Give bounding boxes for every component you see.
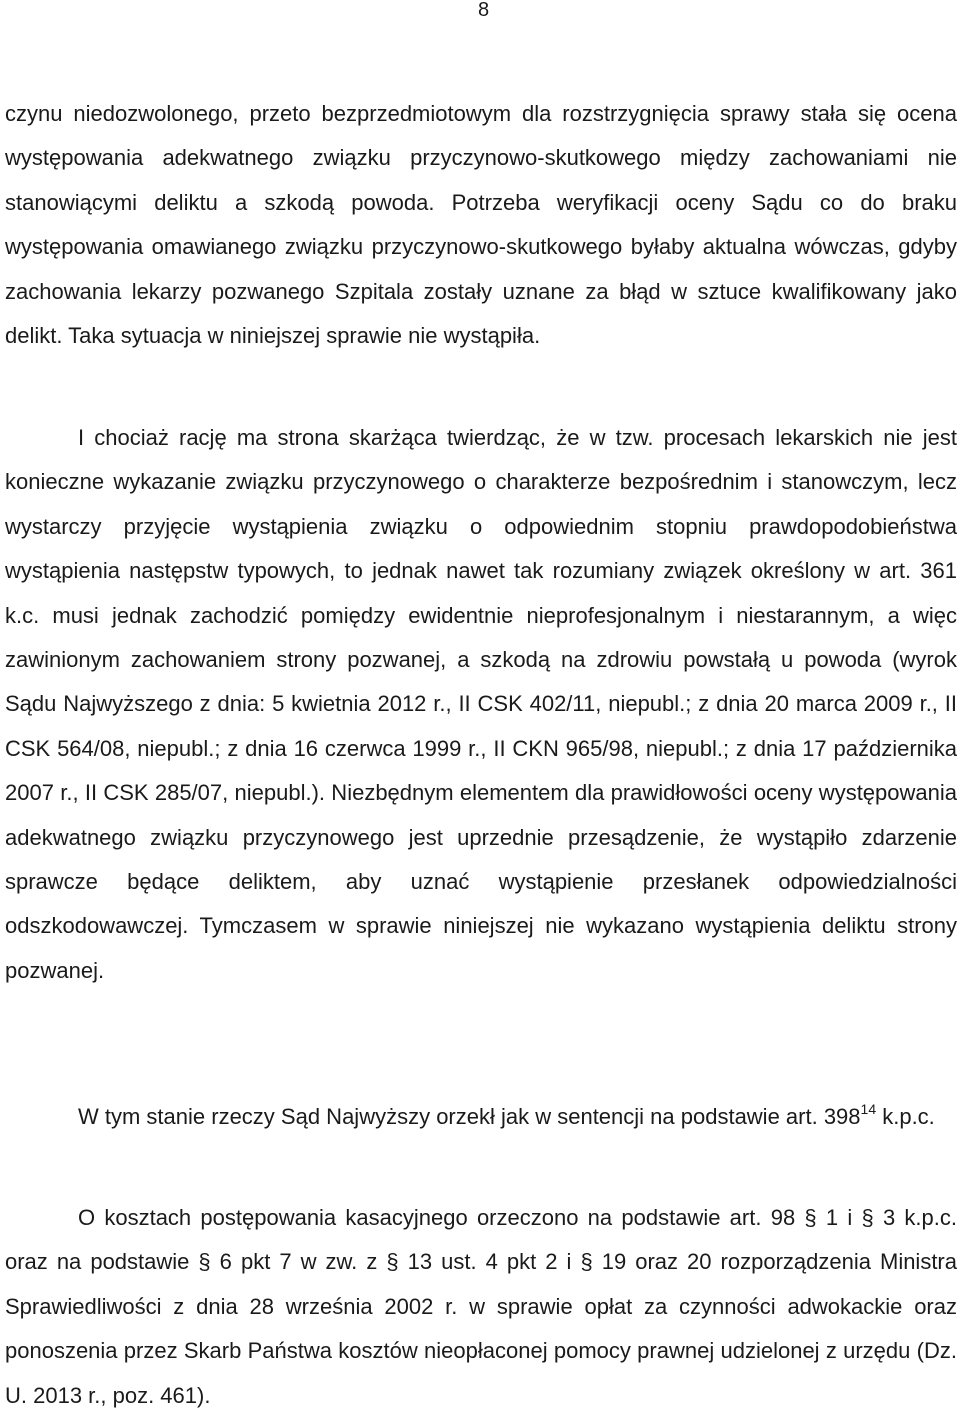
paragraph-1: czynu niedozwolonego, przeto bezprzedmiotowym dla rozstrzygnięcia sprawy stała się ocena występowania adekwatnego związku przyczynowo-skutkowego między zachowaniami nie stanowiącymi deliktu a szkodą powoda. Potrzeba weryfikacji oceny Sądu co do braku występowania omawianego związku przyczynowo-skutkowego byłaby aktualna wówczas, gdyby zachowania lekarzy pozwanego Szpitala zostały uznane za błąd w sztuce kwalifikowany jako delikt. Taka sytuacja w niniejszej sprawie nie wystąpiła. bbox=[5, 101, 957, 349]
paragraph-3-tail: k.p.c. bbox=[876, 1104, 935, 1129]
paragraph-3 bbox=[5, 1095, 957, 1139]
page-number: 8 bbox=[478, 0, 490, 21]
paragraph-2-container bbox=[5, 416, 957, 993]
paragraph-3-container bbox=[5, 1095, 957, 1139]
paragraph-1-container bbox=[5, 92, 957, 358]
paragraph-4: O kosztach postępowania kasacyjnego orzeczono na podstawie art. 98 § 1 i § 3 k.p.c. oraz na podstawie § 6 pkt 7 w zw. z § 13 ust. 4 pkt 2 i § 19 oraz 20 rozporządzenia Ministra Sprawiedliwości z dnia 28 września 2002 r. w sprawie opłat za czynności adwokackie oraz ponoszenia przez Skarb Państwa kosztów nieopłaconej pomocy prawnej udzielonej z urzędu (Dz. U. 2013 r., poz. 461). bbox=[5, 1205, 957, 1408]
paragraph-2: I chociaż rację ma strona skarżąca twierdząc, że w tzw. procesach lekarskich nie jest konieczne wykazanie związku przyczynowego o charakterze bezpośrednim i stanowczym, lecz wystarczy przyjęcie wystąpienia związku o odpowiednim stopniu prawdopodobieństwa wystąpienia następstw typowych, to jednak nawet tak rozumiany związek określony w art. 361 k.c. musi jednak zachodzić pomiędzy ewidentnie nieprofesjonalnym i niestarannym, a więc zawinionym zachowaniem strony pozwanej, a szkodą na zdrowiu powstałą u powoda (wyrok Sądu Najwyższego z dnia: 5 kwietnia 2012 r., II CSK 402/11, niepubl.; z dnia 20 marca 2009 r., II CSK 564/08, niepubl.; z dnia 16 czerwca 1999 r., II CKN 965/98, niepubl.; z dnia 17 października 2007 r., II CSK 285/07, niepubl.). Niezbędnym elementem dla prawidłowości oceny występowania adekwatnego związku przyczynowego jest uprzednie przesądzenie, że wystąpiło zdarzenie sprawcze będące deliktem, aby uznać wystąpienie przesłanek odpowiedzialności odszkodowawczej. Tymczasem w sprawie niniejszej nie wykazano wystąpienia deliktu strony pozwanej. bbox=[5, 425, 957, 983]
paragraph-3-text: W tym stanie rzeczy Sąd Najwyższy orzekł jak w sentencji na podstawie art. 398 bbox=[78, 1104, 861, 1129]
paragraph-4-container bbox=[5, 1196, 957, 1418]
superscript-14: 14 bbox=[860, 1100, 877, 1117]
